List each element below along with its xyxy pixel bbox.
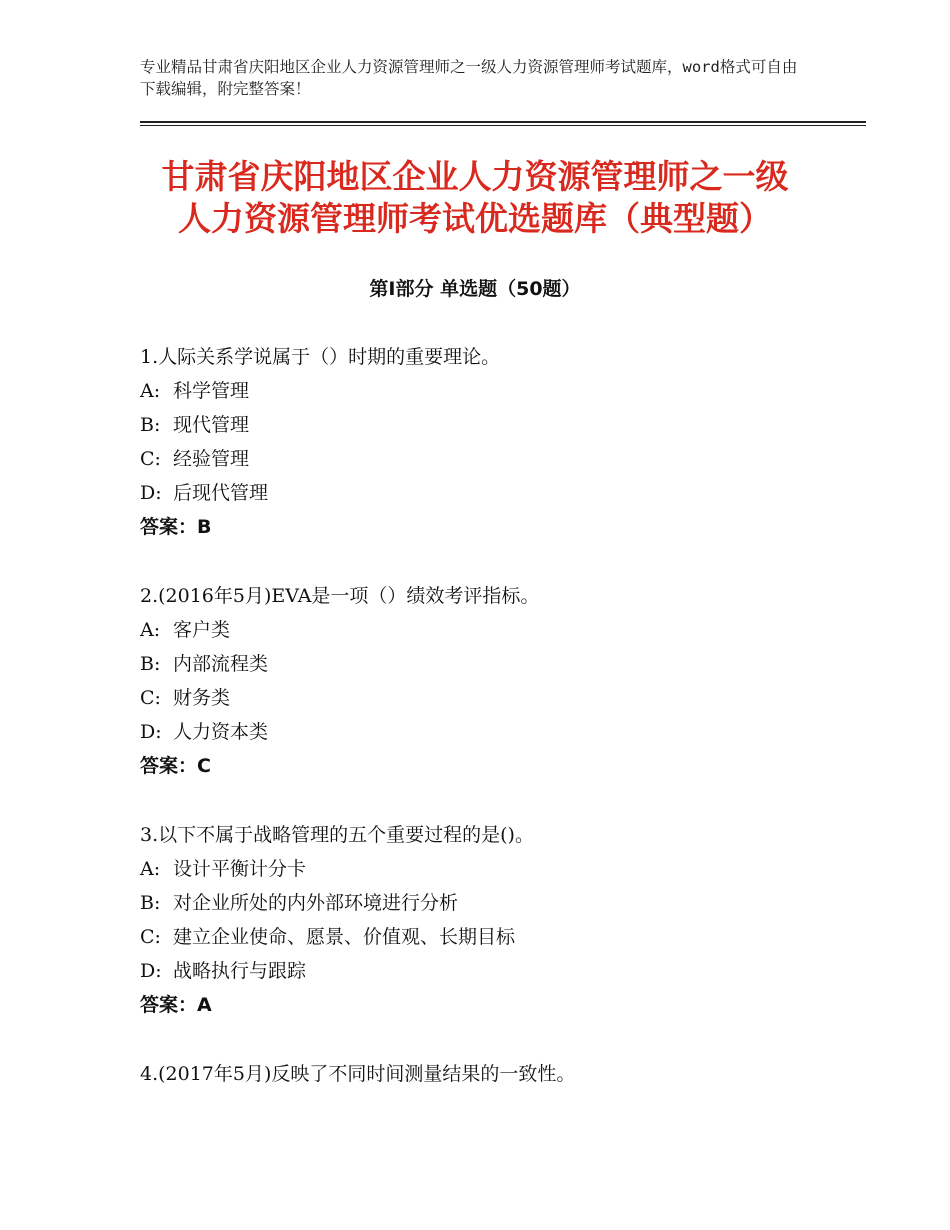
question-text: 4.(2017年5月)反映了不同时间测量结果的一致性。 bbox=[140, 1063, 576, 1085]
option-d bbox=[140, 715, 860, 749]
question-1 bbox=[140, 340, 860, 544]
option-letter: B: bbox=[140, 653, 161, 675]
option-letter: C: bbox=[140, 448, 161, 470]
option-text: 战略执行与跟踪 bbox=[173, 960, 307, 982]
option-letter: B: bbox=[140, 892, 161, 914]
option-letter: C: bbox=[140, 687, 161, 709]
answer: 答案：A bbox=[140, 994, 212, 1016]
document-title bbox=[100, 156, 850, 240]
option-text: 对企业所处的内外部环境进行分析 bbox=[173, 892, 459, 914]
option-b bbox=[140, 408, 860, 442]
option-letter: D: bbox=[140, 482, 162, 504]
option-letter: B: bbox=[140, 414, 161, 436]
option-text: 内部流程类 bbox=[173, 653, 269, 675]
option-letter: D: bbox=[140, 721, 162, 743]
option-letter: A: bbox=[140, 380, 161, 402]
option-a bbox=[140, 613, 860, 647]
option-d bbox=[140, 476, 860, 510]
header-divider-thin bbox=[140, 125, 866, 126]
question-text: 1.人际关系学说属于（）时期的重要理论。 bbox=[140, 346, 501, 368]
header-divider-thick bbox=[140, 121, 866, 123]
option-text: 建立企业使命、愿景、价值观、长期目标 bbox=[173, 926, 516, 948]
question-text: 3.以下不属于战略管理的五个重要过程的是()。 bbox=[140, 824, 534, 846]
header-note: 专业精品甘肃省庆阳地区企业人力资源管理师之一级人力资源管理师考试题库，word格式可自由下载编辑，附完整答案！ bbox=[140, 58, 798, 98]
answer: 答案：C bbox=[140, 755, 211, 777]
option-b bbox=[140, 886, 860, 920]
section-title: 第Ⅰ部分 单选题（50题） bbox=[369, 278, 581, 300]
title-line-1: 甘肃省庆阳地区企业人力资源管理师之一级 bbox=[161, 157, 789, 196]
option-letter: A: bbox=[140, 858, 161, 880]
option-letter: A: bbox=[140, 619, 161, 641]
option-a bbox=[140, 852, 860, 886]
option-c bbox=[140, 920, 860, 954]
option-text: 经验管理 bbox=[173, 448, 250, 470]
option-c bbox=[140, 442, 860, 476]
option-text: 客户类 bbox=[173, 619, 231, 641]
option-text: 财务类 bbox=[173, 687, 231, 709]
option-text: 现代管理 bbox=[173, 414, 250, 436]
question-3 bbox=[140, 818, 860, 1022]
option-a bbox=[140, 374, 860, 408]
option-text: 人力资本类 bbox=[173, 721, 269, 743]
option-c bbox=[140, 681, 860, 715]
answer: 答案：B bbox=[140, 516, 212, 538]
question-text: 2.(2016年5月)EVA是一项（）绩效考评指标。 bbox=[140, 585, 540, 607]
option-text: 科学管理 bbox=[173, 380, 250, 402]
option-text: 后现代管理 bbox=[173, 482, 269, 504]
option-letter: C: bbox=[140, 926, 161, 948]
option-text: 设计平衡计分卡 bbox=[173, 858, 307, 880]
question-4 bbox=[140, 1057, 860, 1091]
title-line-2: 人力资源管理师考试优选题库（典型题） bbox=[178, 199, 772, 238]
option-d bbox=[140, 954, 860, 988]
option-letter: D: bbox=[140, 960, 162, 982]
option-b bbox=[140, 647, 860, 681]
question-2 bbox=[140, 579, 860, 783]
